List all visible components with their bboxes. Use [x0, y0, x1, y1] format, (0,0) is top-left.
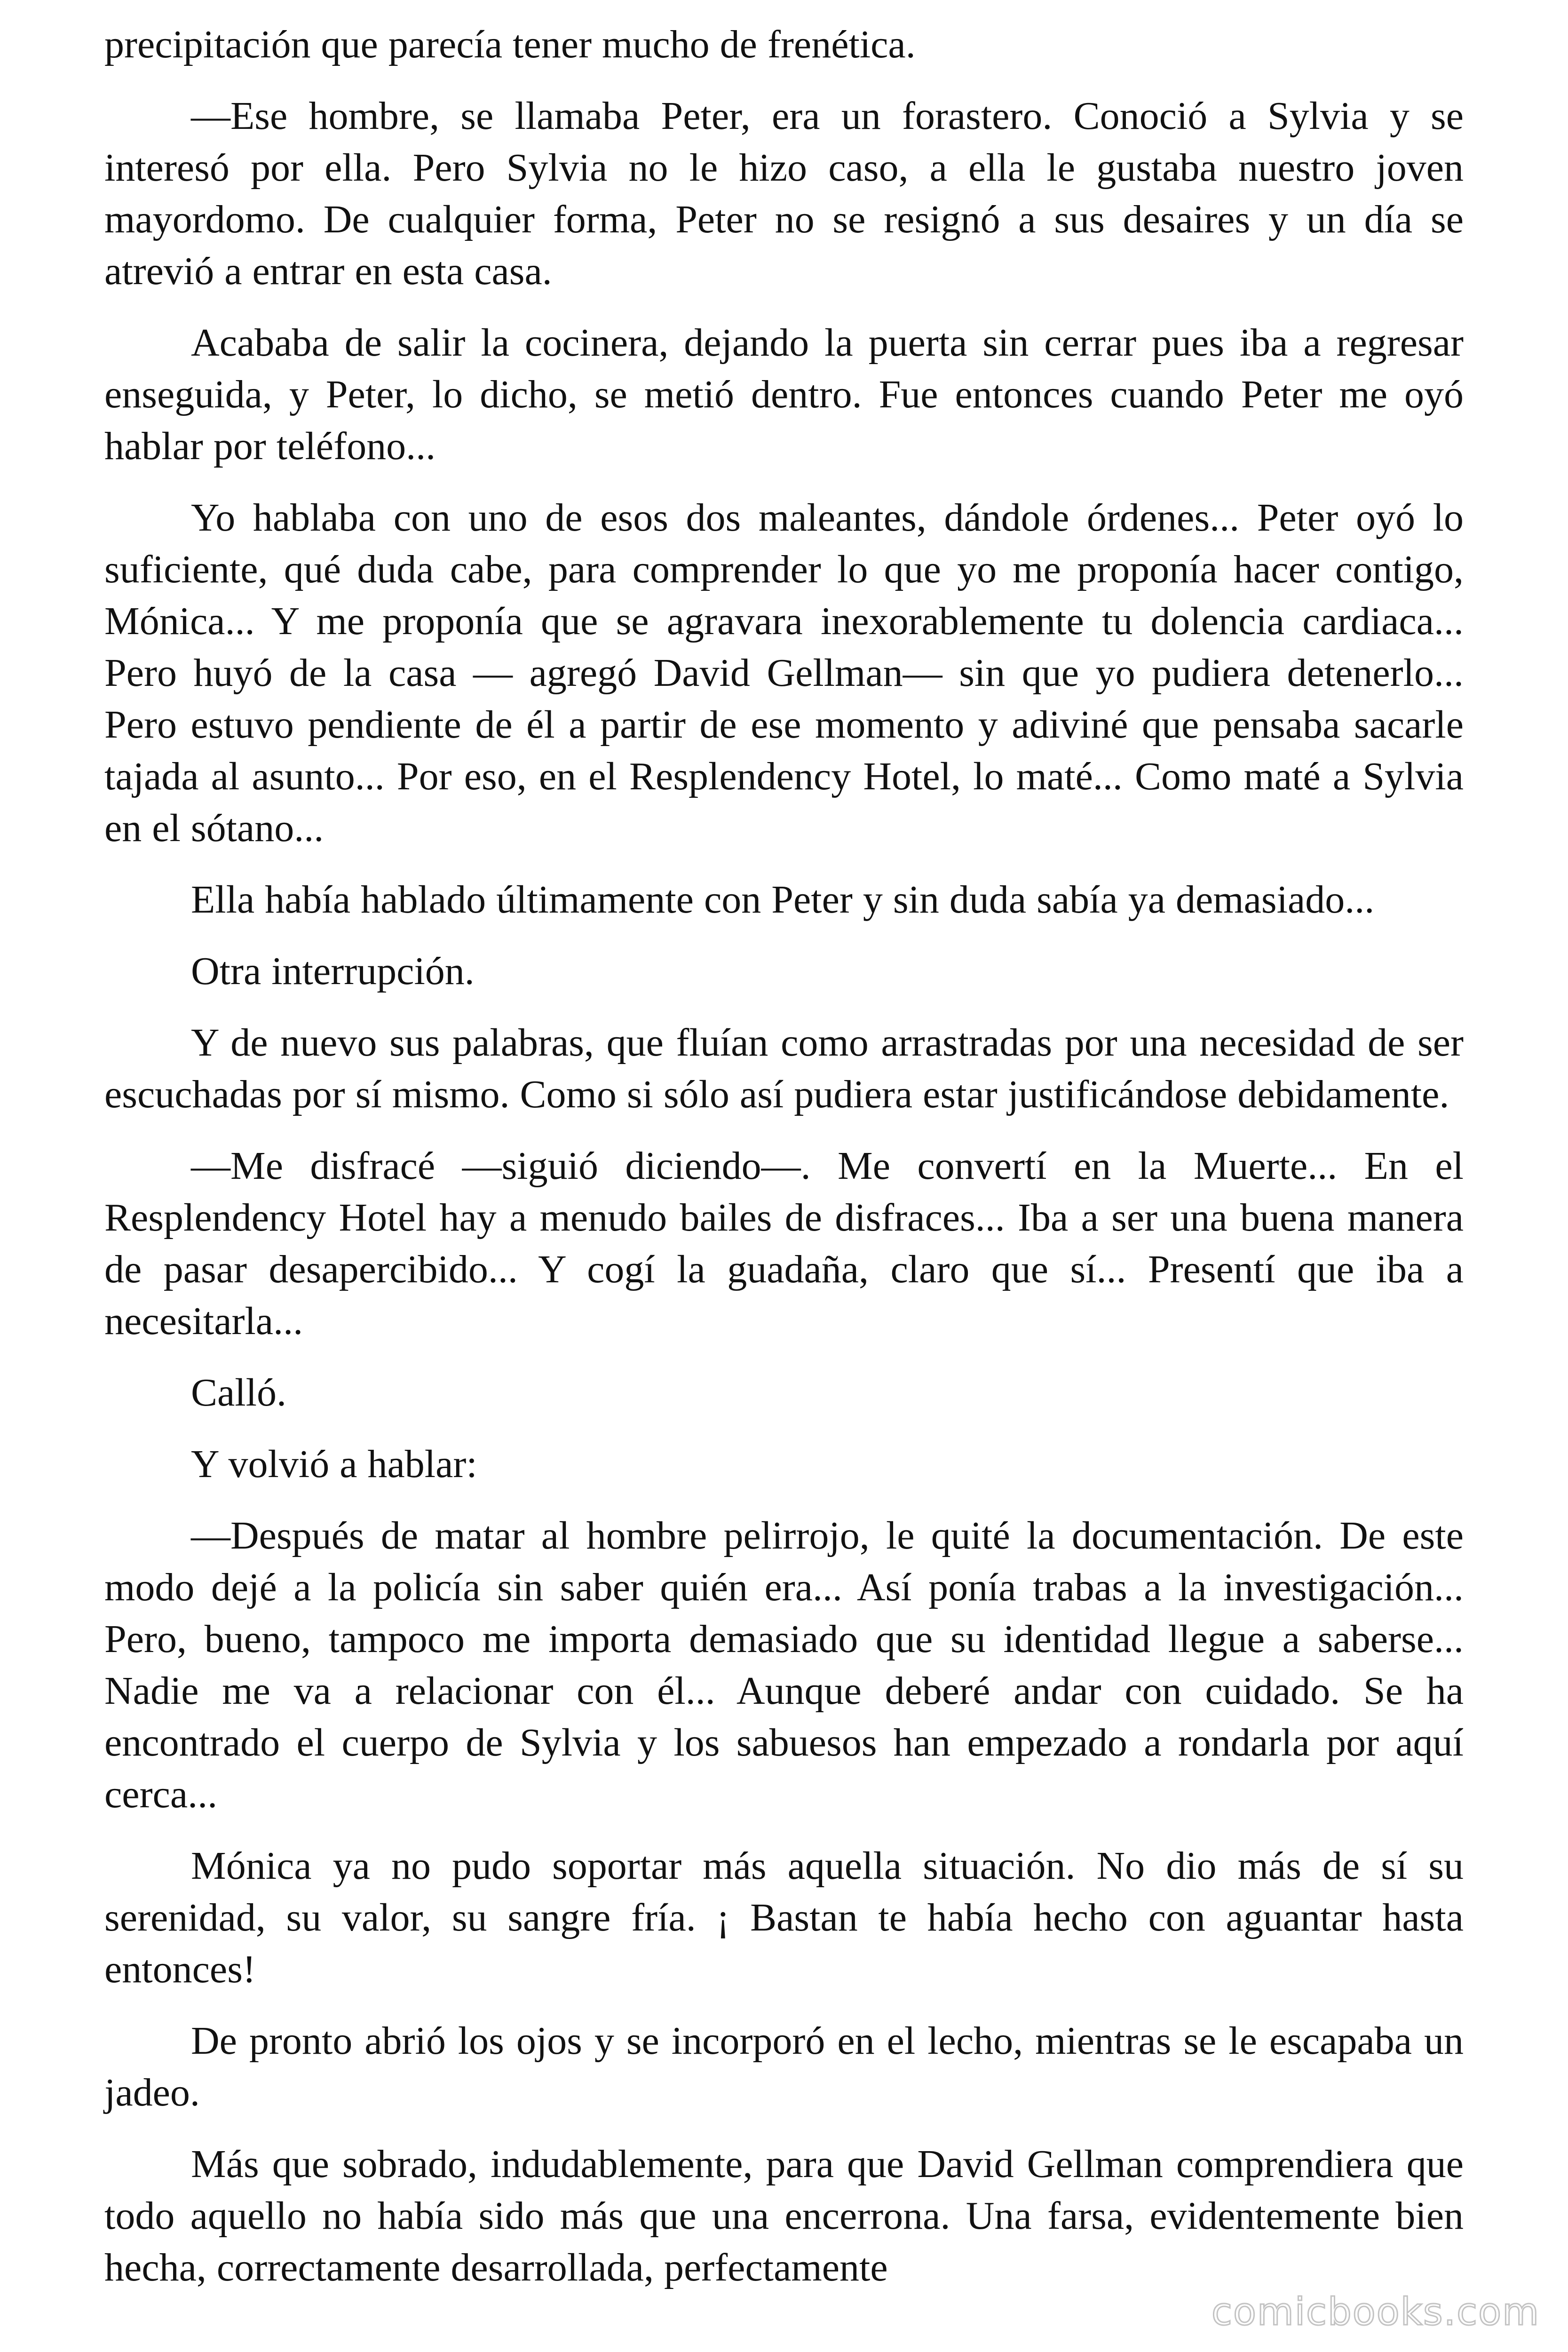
paragraph-6: Otra interrupción. [191, 949, 475, 993]
paragraph-8: —Me disfracé —siguió diciendo—. Me convertí en la Muerte... En el Resplendency Hotel hay a menudo bailes de disfraces... Iba a ser una buena manera de pasar desapercibido... Y cogí la guadaña, claro que sí... Presentí que iba a necesitarla... [104, 1144, 1464, 1343]
watermark-logo: comicbooks.com [1211, 2290, 1540, 2334]
paragraph-11: —Después de matar al hombre pelirrojo, le quité la documentación. De este modo dejé a la policía sin saber quién era... Así ponía trabas a la investigación... Pero, bueno, tampoco me importa demasiado que su identidad llegue a saberse... Nadie me va a relacionar con él... Aunque deberé andar con cuidado. Se ha encontrado el cuerpo de Sylvia y los sabuesos han empezado a rondarla por aquí cerca... [104, 1514, 1464, 1816]
paragraph-3: Acababa de salir la cocinera, dejando la puerta sin cerrar pues iba a regresar enseguida, y Peter, lo dicho, se metió dentro. Fue entonces cuando Peter me oyó hablar por teléfono... [104, 321, 1464, 468]
paragraph-12: Mónica ya no pudo soportar más aquella situación. No dio más de sí su serenidad, su valor, su sangre fría. ¡ Bastan te había hecho con aguantar hasta entonces! [104, 1844, 1464, 1991]
paragraph-5: Ella había hablado últimamente con Peter y sin duda sabía ya demasiado... [191, 878, 1375, 922]
paragraph-9: Calló. [191, 1371, 286, 1414]
paragraph-7: Y de nuevo sus palabras, que fluían como arrastradas por una necesidad de ser escuchadas por sí mismo. Como si sólo así pudiera estar justificándose debidamente. [104, 1021, 1464, 1116]
paragraph-13: De pronto abrió los ojos y se incorporó en el lecho, mientras se le escapaba un jadeo. [104, 2019, 1464, 2114]
paragraph-1: precipitación que parecía tener mucho de frenética. [104, 23, 916, 66]
paragraph-14: Más que sobrado, indudablemente, para que David Gellman comprendiera que todo aquello no había sido más que una encerrona. Una farsa, evidentemente bien hecha, correctamente desarrollada, perfectamente [104, 2142, 1464, 2289]
paragraph-10: Y volvió a hablar: [191, 1442, 477, 1486]
paragraph-4: Yo hablaba con uno de esos dos maleantes, dándole órdenes... Peter oyó lo suficiente, qué duda cabe, para comprender lo que yo me proponía hacer contigo, Mónica... Y me proponía que se agravara inexorablemente tu dolencia cardiaca... Pero huyó de la casa — agregó David Gellman— sin que yo pudiera detenerlo... Pero estuvo pendiente de él a partir de ese momento y adiviné que pensaba sacarle tajada al asunto... Por eso, en el Resplendency Hotel, lo maté... Como maté a Sylvia en el sótano... [104, 496, 1464, 850]
paragraph-2: —Ese hombre, se llamaba Peter, era un forastero. Conoció a Sylvia y se interesó por ella. Pero Sylvia no le hizo caso, a ella le gustaba nuestro joven mayordomo. De cualquier forma, Peter no se resignó a sus desaires y un día se atrevió a entrar en esta casa. [104, 94, 1464, 293]
